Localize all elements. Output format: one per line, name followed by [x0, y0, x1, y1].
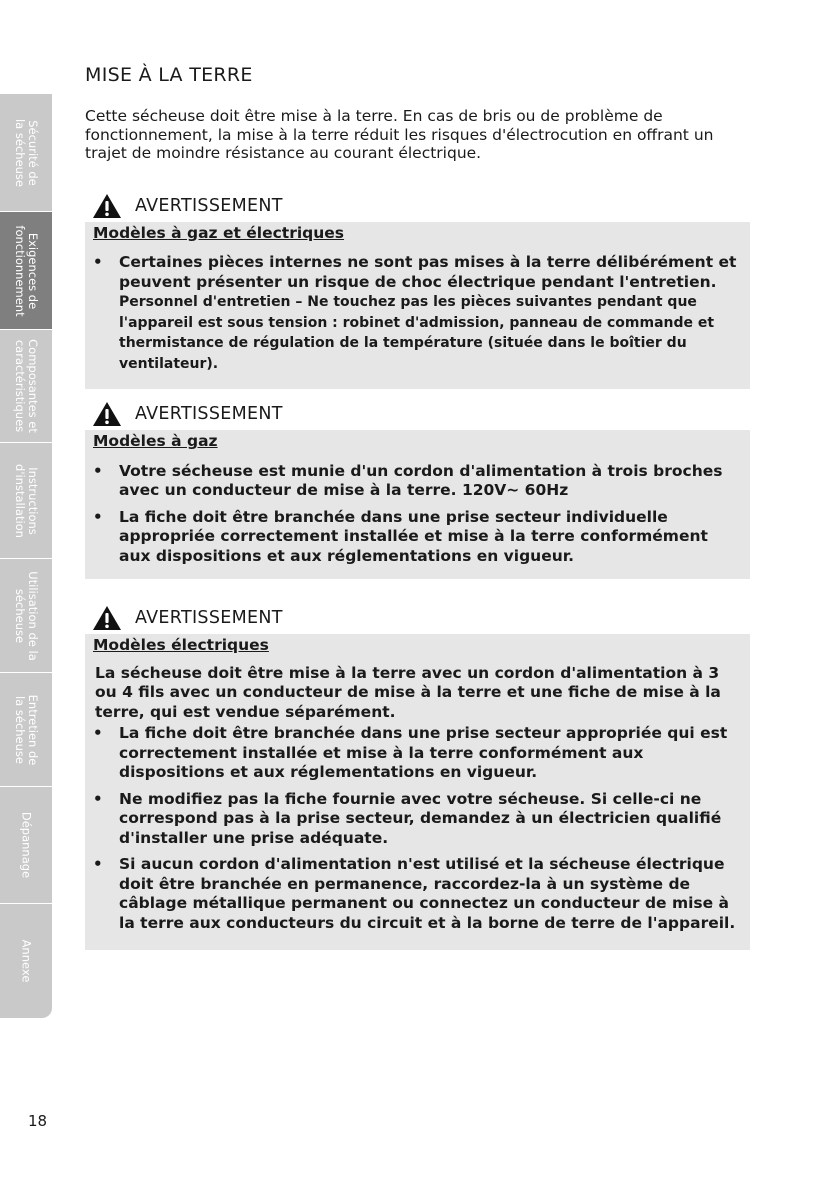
- warning-label: AVERTISSEMENT: [135, 608, 283, 628]
- bullet-text: La fiche doit être branchée dans une prise secteur appropriée qui est correctement installée et mise à la terre conformément aux dispositions et aux réglementations en vigueur.: [119, 724, 728, 781]
- bullet-text: Ne modifiez pas la fiche fournie avec votre sécheuse. Si celle-ci ne correspond pas à la prise secteur, demandez à un électricien qualifié d'installer une prise adéquate.: [119, 789, 722, 847]
- warning-box-title: Modèles électriques: [93, 636, 269, 654]
- bullet-text: Si aucun cordon d'alimentation n'est utilisé et la sécheuse électrique doit être branchée en permanence, raccordez-la à un système de câblage métallique permanent ou connectez un conducteur de mise à la terre aux conducteurs du circuit et à la borne de terre de l'appareil.: [119, 855, 736, 932]
- tab-securite[interactable]: [0, 94, 52, 212]
- warning-box-gas-electric: [85, 222, 750, 390]
- list-item: [93, 462, 742, 501]
- list-item: [93, 508, 742, 567]
- list-item: [93, 724, 742, 783]
- bullet-text: La fiche doit être branchée dans une prise secteur individuelle appropriée correctement installée et mise à la terre conformément aux dispositions et aux réglementations en vigueur.: [119, 507, 708, 565]
- tab-label: Utilisation de la sécheuse: [13, 570, 40, 661]
- warning-list: [93, 253, 742, 374]
- warning-box-title: Modèles à gaz: [93, 432, 218, 450]
- warning-triangle-icon: [92, 605, 122, 631]
- tab-installation[interactable]: [0, 443, 52, 559]
- warning-list: [93, 724, 742, 933]
- list-item: [93, 253, 742, 374]
- tab-entretien[interactable]: [0, 673, 52, 787]
- tab-label: Annexe: [19, 939, 34, 983]
- warning-header: [85, 603, 750, 633]
- warning-box-electric: [85, 634, 750, 950]
- bullet-text-small: Personnel d'entretien – Ne touchez pas les pièces suivantes pendant que l'appareil est sous tension : robinet d'admission, panneau de commande et thermistance de régulation de la température (située dans le boîtier du ventilateur).: [119, 294, 715, 372]
- bullet-text: Certaines pièces internes ne sont pas mises à la terre délibérément et peuvent présenter un risque de choc électrique pendant l'entretien.: [119, 253, 737, 291]
- warning-paragraph: La sécheuse doit être mise à la terre avec un cordon d'alimentation à 3 ou 4 fils avec un conducteur de mise à la terre et une fiche de mise à la terre, qui est vendue séparément.: [95, 663, 721, 721]
- tab-label: Instructions d'installation: [13, 463, 40, 538]
- intro-paragraph: Cette sécheuse doit être mise à la terre. En cas de bris ou de problème de fonctionnement, la mise à la terre réduit les risques d'électrocution en offrant un trajet de moindre résistance au courant électrique.: [85, 107, 714, 162]
- list-item: [93, 790, 742, 849]
- warning-triangle-icon: [92, 193, 122, 219]
- warning-header: [85, 399, 750, 429]
- tab-label: Sécurité de la sécheuse: [13, 118, 40, 187]
- tab-label: Exigences de fonctionnement: [13, 224, 40, 317]
- main-content: [85, 64, 750, 950]
- warning-box-gas: [85, 430, 750, 579]
- tab-composantes[interactable]: [0, 330, 52, 443]
- tab-label: Composantes et caractéristiques: [13, 339, 40, 433]
- page-number: 18: [28, 1112, 48, 1130]
- tab-exigences[interactable]: [0, 212, 52, 330]
- tab-utilisation[interactable]: [0, 559, 52, 673]
- warning-box-title: Modèles à gaz et électriques: [93, 223, 345, 242]
- page-title: MISE À LA TERRE: [85, 64, 253, 86]
- warning-list: [93, 462, 742, 567]
- warning-triangle-icon: [92, 401, 122, 427]
- tab-label: Entretien de la sécheuse: [13, 694, 40, 765]
- side-tab-bar: [0, 94, 52, 1018]
- bullet-text: Votre sécheuse est munie d'un cordon d'alimentation à trois broches avec un conducteur de mise à la terre. 120V~ 60Hz: [119, 461, 723, 499]
- tab-label: Dépannage: [19, 811, 34, 879]
- tab-annexe[interactable]: [0, 904, 52, 1018]
- list-item: [93, 855, 742, 933]
- tab-depannage[interactable]: [0, 787, 52, 904]
- warning-label: AVERTISSEMENT: [135, 195, 283, 216]
- warning-header: [85, 191, 750, 221]
- warning-label: AVERTISSEMENT: [135, 404, 283, 424]
